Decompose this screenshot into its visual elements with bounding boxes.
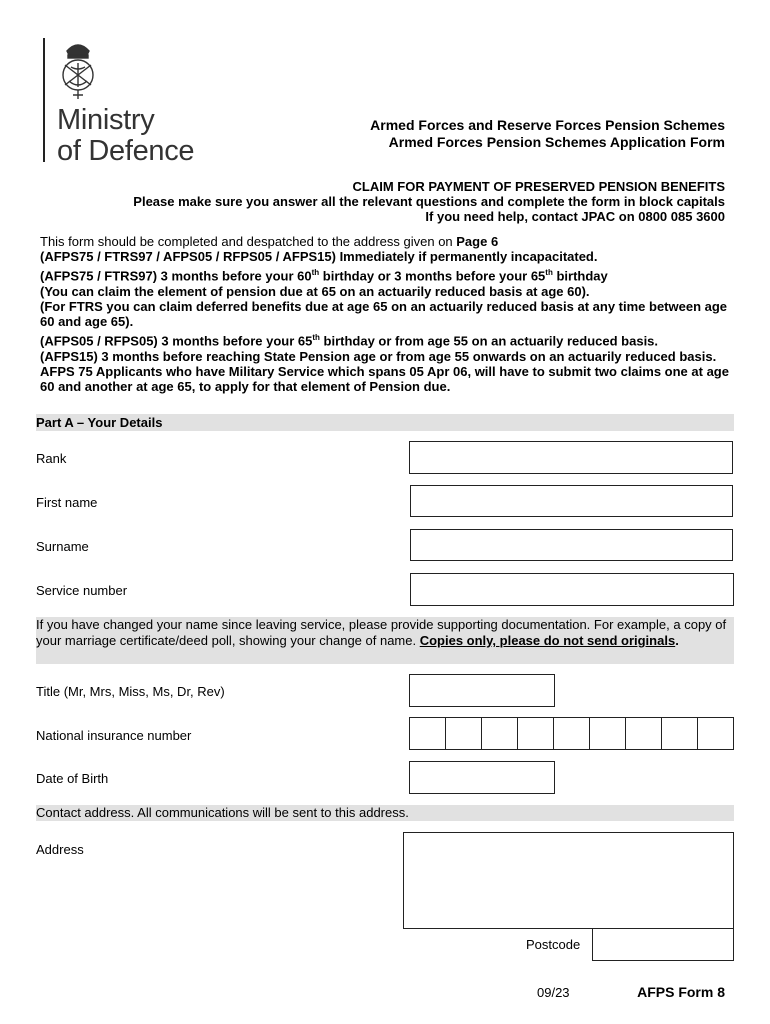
intro-line6: (AFPS05 / RFPS05) 3 months before your 65th birthday or from age 55 on an actuarily reduced basis.: [40, 332, 659, 349]
rank-label: Rank: [36, 451, 67, 466]
scheme-title: Armed Forces and Reserve Forces Pension Schemes: [370, 117, 725, 133]
org-name-line1: Ministry: [57, 104, 155, 136]
title-label: Title (Mr, Mrs, Miss, Ms, Dr, Rev): [36, 684, 225, 699]
ni-label: National insurance number: [36, 728, 192, 743]
contact-address-note: Contact address. All communications will be sent to this address.: [36, 805, 734, 821]
intro-line7: (AFPS15) 3 months before reaching State Pension age or from age 55 onwards on an actuarily reduced basis.: [40, 348, 717, 364]
dob-field[interactable]: [409, 761, 555, 794]
ni-cell[interactable]: [554, 718, 590, 750]
surname-field[interactable]: [410, 529, 733, 561]
org-name-line2: of Defence: [57, 135, 195, 167]
copies-only-emphasis: Copies only, please do not send originals: [419, 633, 676, 648]
ni-cell[interactable]: [626, 718, 662, 750]
ni-cell[interactable]: [590, 718, 626, 750]
surname-label: Surname: [36, 539, 89, 554]
postcode-label: Postcode: [526, 937, 581, 952]
intro-line1: This form should be completed and despatched to the address given on Page 6: [40, 234, 499, 249]
footer-form-id: AFPS Form 8: [637, 984, 725, 1000]
ni-cell[interactable]: [446, 718, 482, 750]
ni-cell[interactable]: [698, 718, 734, 750]
intro-line4: (You can claim the element of pension due at 65 on an actuarily reduced basis at age 60).: [40, 283, 590, 299]
claim-title: CLAIM FOR PAYMENT OF PRESERVED PENSION BENEFITS: [352, 179, 725, 194]
ni-cell[interactable]: [518, 718, 554, 750]
name-change-note: If you have changed your name since leaving service, please provide supporting documentation. For example, a copy of your marriage certificate/deed poll, showing your change of name. Copies only, please do not send originals.: [36, 617, 734, 664]
logo-divider: [43, 38, 45, 162]
intro-text: [40, 234, 740, 395]
royal-crest-logo: [53, 37, 103, 101]
ni-number-field[interactable]: [409, 717, 734, 750]
help-line: If you need help, contact JPAC on 0800 085 3600: [425, 209, 725, 224]
postcode-field[interactable]: [592, 928, 734, 961]
form-title: Armed Forces Pension Schemes Application Form: [388, 134, 725, 150]
ni-cell[interactable]: [482, 718, 518, 750]
service-number-field[interactable]: [410, 573, 734, 606]
intro-line2: (AFPS75 / FTRS97 / AFPS05 / RFPS05 / AFPS15) Immediately if permanently incapacitated.: [40, 249, 598, 265]
dob-label: Date of Birth: [36, 771, 109, 786]
first-name-label: First name: [36, 495, 98, 510]
intro-line3: (AFPS75 / FTRS97) 3 months before your 60th birthday or 3 months before your 65th birthday: [40, 267, 608, 284]
first-name-field[interactable]: [410, 485, 733, 517]
ni-cell[interactable]: [662, 718, 698, 750]
org-name: [57, 105, 194, 167]
address-label: Address: [36, 842, 84, 857]
instructions: Please make sure you answer all the relevant questions and complete the form in block capitals: [133, 194, 725, 209]
rank-field[interactable]: [409, 441, 733, 474]
address-field[interactable]: [403, 832, 734, 929]
ni-cell[interactable]: [410, 718, 446, 750]
part-a-title: Part A – Your Details: [36, 414, 734, 431]
footer-date: 09/23: [537, 985, 570, 1000]
intro-line8: AFPS 75 Applicants who have Military Service which spans 05 Apr 06, will have to submit two claims one at age 60 and another at age 65, to apply for that element of Pension due.: [40, 363, 729, 395]
title-field[interactable]: [409, 674, 555, 707]
service-number-label: Service number: [36, 583, 128, 598]
intro-line5: (For FTRS you can claim deferred benefits due at age 65 on an actuarily reduced basis at any time between age 60 and age 65).: [40, 298, 728, 330]
